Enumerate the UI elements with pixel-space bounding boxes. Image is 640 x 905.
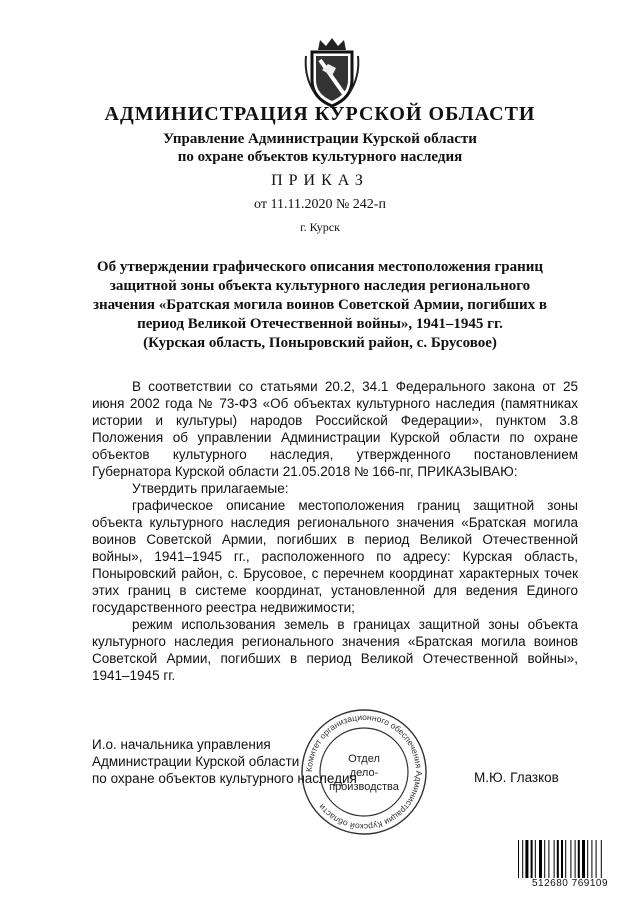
body-paragraph: графическое описание местоположения границ защитной зоны объекта культурного наследия регионального значения «Братская могила воинов Советской Армии, погибших в период Великой Отечественной войны», 1941–1945 гг., расположенного по адресу: Курская область, Поныровский район, с. Брусовое, с перечнем координат характерных точек этих границ в системе координат, установленной для ведения Единого государственного реестра недвижимости;: [92, 498, 578, 615]
signature-block: [92, 736, 357, 787]
barcode-bar: [596, 840, 597, 878]
subject-line: Об утверждении графического описания местоположения границ: [96, 259, 544, 275]
stamp-center-line: Отдел: [348, 753, 380, 765]
document-type: ПРИКАЗ: [271, 172, 369, 189]
subject-line: значения «Братская могила воинов Советской Армии, погибших в: [92, 297, 548, 313]
subject-line: (Курская область, Поныровский район, с. Брусовое): [143, 335, 497, 351]
stamp-ring-text: Комитет организационного обеспечения Администрации Курской области: [303, 711, 425, 833]
barcode-bar: [554, 840, 555, 878]
barcode-bar: [601, 840, 602, 878]
stamp-center-line: производства: [329, 781, 399, 793]
body-paragraph: В соответствии со статьями 20.2, 34.1 Федерального закона от 25 июня 2002 года № 73-ФЗ «Об объектах культурного наследия (памятниках истории и культуры) народов Российской Федерации», пунктом 3.8 Положения об управлении Администрации Курской области по охране объектов культурного наследия, утвержденного постановлением Губернатора Курской области 21.05.2018 № 166-пг, ПРИКАЗЫВАЮ:: [92, 379, 578, 479]
barcode-bar: [557, 840, 559, 878]
barcode-bar: [591, 840, 592, 878]
barcode-bar: [561, 840, 563, 878]
document-date-number: от 11.11.2020 № 242-п: [254, 197, 386, 212]
subject-line: защитной зоны объекта культурного наследия регионального: [109, 278, 531, 294]
body-paragraph: Утвердить прилагаемые:: [132, 481, 289, 496]
signature-line: по охране объектов культурного наследия: [92, 771, 357, 786]
barcode-bar: [565, 840, 566, 878]
stamp-center-line: дело-: [349, 767, 379, 779]
barcode-bar: [582, 840, 585, 878]
signer-name: М.Ю. Глазков: [474, 770, 559, 785]
document-subject: [0, 258, 640, 353]
department-line: по охране объектов культурного наследия: [177, 149, 463, 165]
signature-line: И.о. начальника управления: [92, 737, 271, 752]
barcode-bar: [587, 840, 588, 878]
barcode-bar: [578, 840, 580, 878]
administration-title: АДМИНИСТРАЦИЯ КУРСКОЙ ОБЛАСТИ: [104, 103, 536, 125]
barcode-bar: [575, 840, 576, 878]
document-city: г. Курск: [300, 220, 340, 234]
coat-of-arms-icon: [302, 36, 362, 108]
department-name: [0, 130, 640, 166]
signature-line: Администрации Курской области: [92, 754, 300, 769]
barcode-bar: [539, 840, 542, 878]
department-line: Управление Администрации Курской области: [163, 131, 477, 147]
subject-line: период Великой Отечественной войны», 1941–1945 гг.: [137, 316, 503, 332]
order-body: [92, 378, 578, 684]
body-paragraph: режим использования земель в границах защитной зоны объекта культурного наследия регионального значения «Братская могила воинов Советской Армии, погибших в период Великой Отечественной войны», 1941–1945 гг.: [92, 617, 578, 683]
barcode-bar: [544, 840, 545, 878]
barcode-bar: [531, 840, 533, 878]
barcode-bar: [548, 840, 549, 878]
barcode-bar: [570, 840, 571, 878]
barcode-number: 512680 769109: [516, 878, 624, 889]
barcode-bar: [522, 840, 523, 878]
barcode-bar: [525, 840, 528, 878]
barcode-bar: [518, 840, 519, 878]
barcode-bar: [535, 840, 536, 878]
